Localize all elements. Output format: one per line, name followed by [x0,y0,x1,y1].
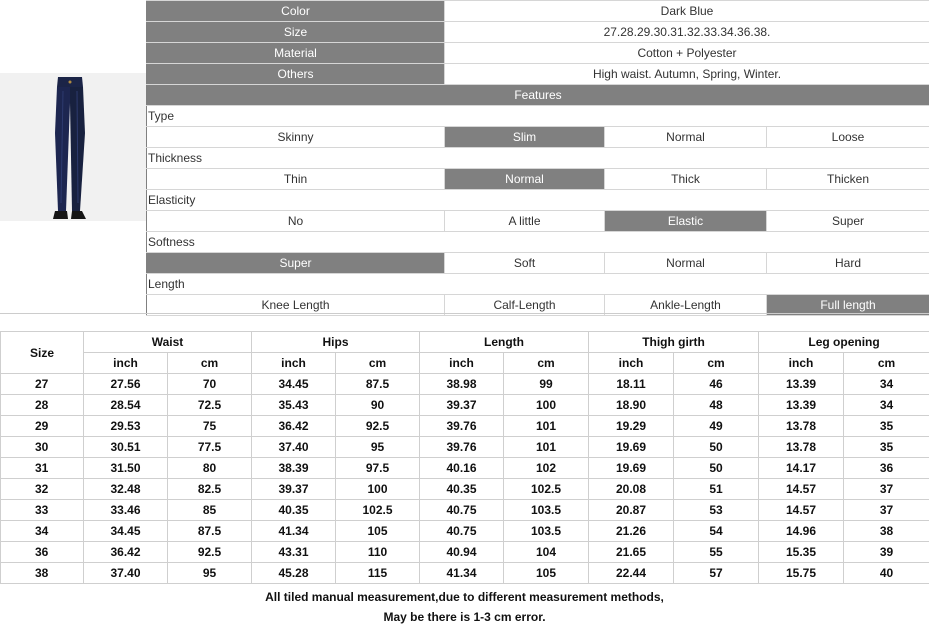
size-cell: 28 [1,395,84,416]
feature-group-type [147,106,929,127]
measurement-cell: 13.78 [759,437,844,458]
measurement-cell: 45.28 [252,563,336,584]
measurement-cell: 37.40 [84,563,168,584]
unit-header: cm [168,353,252,374]
table-row [1,437,929,458]
measurement-cell: 102.5 [504,479,589,500]
measurement-cell: 13.39 [759,374,844,395]
table-row [1,458,929,479]
measure-group-header: Waist [84,332,252,353]
measurement-cell: 48 [674,395,759,416]
measurement-cell: 99 [504,374,589,395]
size-cell: 34 [1,521,84,542]
spec-value: 27.28.29.30.31.32.33.34.36.38. [445,22,929,43]
feature-option: Slim [445,127,605,148]
size-header: Size [1,332,84,374]
size-cell: 29 [1,416,84,437]
measurement-cell: 34 [844,374,929,395]
measurement-cell: 30.51 [84,437,168,458]
feature-option: Loose [767,127,929,148]
measurement-cell: 77.5 [168,437,252,458]
measurement-cell: 38 [844,521,929,542]
measurement-cell: 70 [168,374,252,395]
measurement-cell: 55 [674,542,759,563]
feature-group-thickness [147,148,929,169]
measurement-cell: 105 [504,563,589,584]
feature-option: Thick [605,169,767,190]
measurement-cell: 40.75 [420,521,504,542]
measurement-cell: 37 [844,500,929,521]
feature-option: Super [767,211,929,232]
measurement-cell: 40.35 [420,479,504,500]
feature-option: Normal [445,169,605,190]
size-chart-body [1,374,929,584]
measurement-cell: 41.34 [252,521,336,542]
measurement-cell: 14.96 [759,521,844,542]
feature-group-elasticity [147,190,929,211]
measurement-cell: 97.5 [336,458,420,479]
feature-option: Knee Length [147,295,445,316]
spec-label: Material [147,43,445,64]
measurement-cell: 105 [336,521,420,542]
feature-options-softness [147,253,929,274]
measurement-cell: 35.43 [252,395,336,416]
measurement-cell: 19.29 [589,416,674,437]
spec-label: Others [147,64,445,85]
measurement-cell: 40.75 [420,500,504,521]
section-divider [0,313,929,314]
measurement-cell: 115 [336,563,420,584]
measurement-cell: 43.31 [252,542,336,563]
measurement-cell: 101 [504,416,589,437]
measurement-cell: 36 [844,458,929,479]
measurement-cell: 14.17 [759,458,844,479]
measurement-cell: 21.65 [589,542,674,563]
measurement-cell: 100 [504,395,589,416]
feature-group-softness [147,232,929,253]
feature-option: Skinny [147,127,445,148]
features-header-row [147,85,929,106]
table-row [1,479,929,500]
size-cell: 30 [1,437,84,458]
feature-category: Softness [147,232,929,253]
feature-category: Length [147,274,929,295]
measurement-cell: 28.54 [84,395,168,416]
spec-value: High waist. Autumn, Spring, Winter. [445,64,929,85]
feature-option: Thin [147,169,445,190]
spec-value: Dark Blue [445,1,929,22]
measurement-cell: 18.11 [589,374,674,395]
feature-option: Ankle-Length [605,295,767,316]
measurement-cell: 82.5 [168,479,252,500]
spec-row-color [147,1,929,22]
table-row [1,500,929,521]
measurement-cell: 54 [674,521,759,542]
measure-group-header: Leg opening [759,332,929,353]
measurement-cell: 15.35 [759,542,844,563]
measurement-cell: 32.48 [84,479,168,500]
feature-options-type [147,127,929,148]
spec-row-size [147,22,929,43]
measurement-cell: 18.90 [589,395,674,416]
table-row [1,542,929,563]
spec-label: Size [147,22,445,43]
feature-options-elasticity [147,211,929,232]
measurement-cell: 103.5 [504,500,589,521]
feature-option: Super [147,253,445,274]
measurement-cell: 36.42 [84,542,168,563]
measurement-cell: 35 [844,416,929,437]
product-photo [0,73,146,221]
measurement-cell: 34.45 [252,374,336,395]
measurement-cell: 35 [844,437,929,458]
feature-options-thickness [147,169,929,190]
measurement-cell: 39 [844,542,929,563]
measurement-cell: 72.5 [168,395,252,416]
measurement-cell: 50 [674,437,759,458]
measurement-cell: 95 [336,437,420,458]
size-cell: 32 [1,479,84,500]
measurement-cell: 15.75 [759,563,844,584]
measure-group-header: Hips [252,332,420,353]
unit-header: inch [84,353,168,374]
measurement-cell: 40.16 [420,458,504,479]
measurement-cell: 31.50 [84,458,168,479]
product-spec-table [146,0,929,316]
spec-row-others [147,64,929,85]
feature-option: Full length [767,295,929,316]
measurement-cell: 14.57 [759,479,844,500]
size-cell: 38 [1,563,84,584]
note-line: May be there is 1-3 cm error. [0,607,929,627]
measurement-cell: 102 [504,458,589,479]
measurement-cell: 39.37 [420,395,504,416]
unit-header: cm [504,353,589,374]
feature-option: No [147,211,445,232]
unit-header: cm [844,353,929,374]
feature-option: Normal [605,253,767,274]
table-row [1,374,929,395]
measurement-cell: 13.78 [759,416,844,437]
unit-header: inch [252,353,336,374]
size-cell: 33 [1,500,84,521]
measurement-cell: 75 [168,416,252,437]
measurement-cell: 38.98 [420,374,504,395]
measurement-cell: 51 [674,479,759,500]
measurement-cell: 92.5 [336,416,420,437]
feature-option: Hard [767,253,929,274]
measurement-cell: 19.69 [589,458,674,479]
feature-category: Thickness [147,148,929,169]
measurement-cell: 37 [844,479,929,500]
measurement-cell: 100 [336,479,420,500]
measurement-cell: 27.56 [84,374,168,395]
measurement-cell: 41.34 [420,563,504,584]
unit-header: cm [336,353,420,374]
measurement-cell: 85 [168,500,252,521]
table-row [1,563,929,584]
size-chart-unit-header [1,353,929,374]
measurement-cell: 40.94 [420,542,504,563]
table-row [1,395,929,416]
measurement-cell: 95 [168,563,252,584]
measurement-cell: 22.44 [589,563,674,584]
feature-group-length [147,274,929,295]
measurement-cell: 87.5 [336,374,420,395]
measurement-cell: 19.69 [589,437,674,458]
measurement-cell: 34.45 [84,521,168,542]
measurement-cell: 101 [504,437,589,458]
note-line: All tiled manual measurement,due to different measurement methods, [0,587,929,607]
feature-category: Type [147,106,929,127]
measurement-cell: 46 [674,374,759,395]
feature-category: Elasticity [147,190,929,211]
measurement-cell: 40 [844,563,929,584]
table-row [1,416,929,437]
size-cell: 31 [1,458,84,479]
size-chart-group-header [1,332,929,353]
measurement-cell: 39.76 [420,437,504,458]
measure-group-header: Length [420,332,589,353]
measurement-cell: 20.87 [589,500,674,521]
measurement-cell: 39.76 [420,416,504,437]
unit-header: inch [420,353,504,374]
measurement-cell: 21.26 [589,521,674,542]
measurement-cell: 38.39 [252,458,336,479]
feature-option: Normal [605,127,767,148]
measurement-cell: 103.5 [504,521,589,542]
measurement-cell: 34 [844,395,929,416]
measurement-cell: 33.46 [84,500,168,521]
measurement-cell: 87.5 [168,521,252,542]
size-chart-table [0,331,929,584]
jeans-image [0,73,146,221]
spec-label: Color [147,1,445,22]
features-title: Features [147,85,929,106]
unit-header: cm [674,353,759,374]
measurement-cell: 29.53 [84,416,168,437]
feature-option: Thicken [767,169,929,190]
measurement-cell: 40.35 [252,500,336,521]
size-cell: 36 [1,542,84,563]
measurement-cell: 57 [674,563,759,584]
unit-header: inch [759,353,844,374]
feature-option: Elastic [605,211,767,232]
measurement-cell: 13.39 [759,395,844,416]
measurement-cell: 92.5 [168,542,252,563]
feature-option: A little [445,211,605,232]
measurement-cell: 49 [674,416,759,437]
measurement-cell: 39.37 [252,479,336,500]
measurement-cell: 80 [168,458,252,479]
measurement-cell: 36.42 [252,416,336,437]
measurement-cell: 37.40 [252,437,336,458]
measurement-cell: 102.5 [336,500,420,521]
size-cell: 27 [1,374,84,395]
measurement-cell: 104 [504,542,589,563]
feature-option: Soft [445,253,605,274]
measure-group-header: Thigh girth [589,332,759,353]
measurement-cell: 50 [674,458,759,479]
measurement-cell: 53 [674,500,759,521]
measurement-note [0,587,929,627]
unit-header: inch [589,353,674,374]
measurement-cell: 20.08 [589,479,674,500]
table-row [1,521,929,542]
spec-row-material [147,43,929,64]
feature-option: Calf-Length [445,295,605,316]
measurement-cell: 90 [336,395,420,416]
measurement-cell: 110 [336,542,420,563]
measurement-cell: 14.57 [759,500,844,521]
spec-value: Cotton + Polyester [445,43,929,64]
